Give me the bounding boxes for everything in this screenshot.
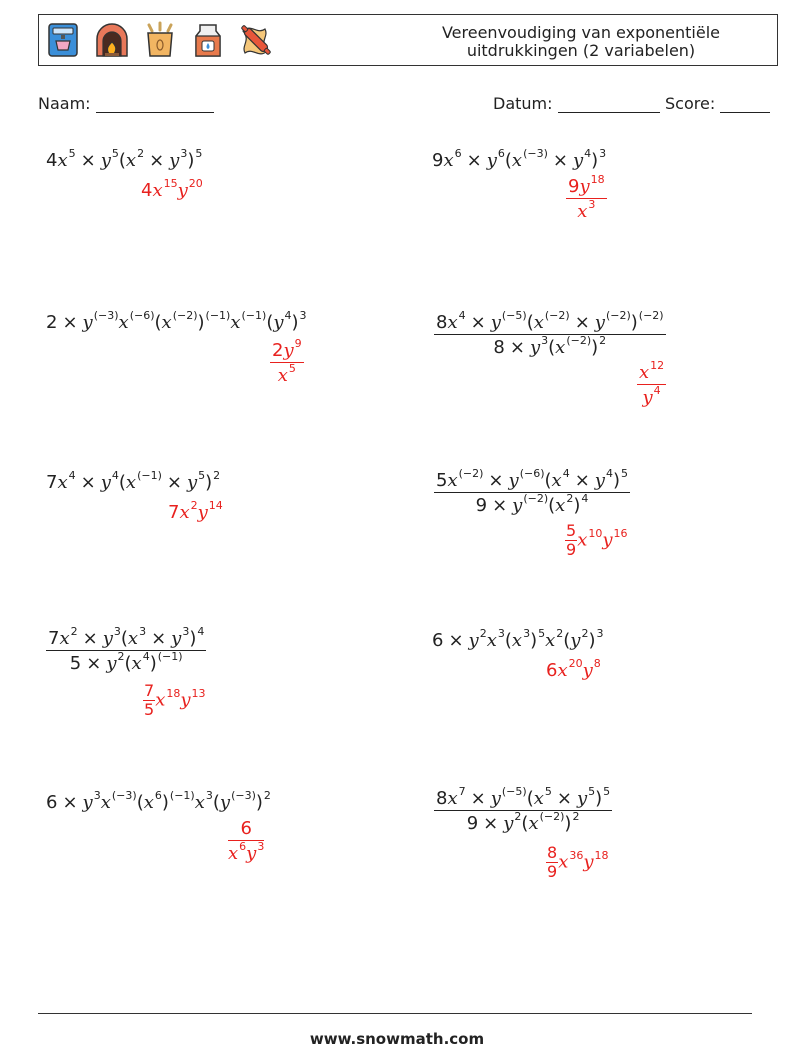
worksheet-header (38, 14, 778, 66)
answer-10: $\frac{8}{9}$ $x^{36}y^{18}$ (547, 843, 609, 881)
problem-1-expression: $4x^5 \times y^5(x^2 \times y^3)^5$ (46, 147, 203, 171)
problem-8-expression: $6 \times y^2x^3(x^3)^5x^2(y^2)^3$ (432, 627, 604, 651)
score-label: Score: (665, 94, 716, 113)
answer-8: $6x^{20}y^8$ (546, 657, 601, 681)
problem-4 (434, 309, 666, 358)
footer-divider (38, 1013, 752, 1014)
answer-1: $4x^{15}y^{20}$ (141, 177, 203, 201)
problem-2 (432, 147, 607, 171)
footer-url[interactable]: www.snowmath.com (309, 1030, 485, 1048)
rolling-pin-icon (237, 21, 275, 59)
problem-6 (434, 467, 630, 516)
name-blank[interactable] (96, 95, 214, 113)
problem-3-expression: $2 \times y^{(-3)}x^{(-6)}(x^{(-2)})^{(-1)}x^{(-1)}(y^4)^3$ (46, 309, 307, 333)
name-field (38, 94, 214, 113)
bread-bag-icon (141, 21, 179, 59)
answer-3: $\frac{2y^9}{x^5}$ (272, 337, 302, 386)
problem-5-expression: $7x^4 \times y^4(x^{(-1)} \times y^5)^2$ (46, 469, 221, 493)
milk-carton-icon (189, 21, 227, 59)
problem-6-expression: $\frac{5x^{(-2)} \times y^{(-6)}(x^4 \times y^4)^5}{9 \times y^{(-2)}(x^2)^4}$ (436, 467, 628, 516)
problem-9-expression: $6 \times y^3x^{(-3)}(x^6)^{(-1)}x^3(y^{(-3)})^2$ (46, 789, 271, 813)
worksheet-title: Vereenvoudiging van exponentiële uitdrukkingen (2 variabelen) (441, 23, 721, 60)
answer-5: $7x^2y^{14}$ (168, 499, 223, 523)
problem-8 (432, 627, 604, 651)
problem-3 (46, 309, 307, 333)
answer-7: $\frac{7}{5}$ $x^{18}y^{13}$ (144, 681, 206, 719)
answer-2: $\frac{9y^{18}}{x^3}$ (568, 173, 605, 222)
problem-5 (46, 469, 221, 493)
score-blank[interactable] (720, 95, 770, 113)
score-field (665, 94, 770, 113)
fireplace-icon (93, 21, 131, 59)
problem-7-expression: $\frac{7x^2 \times y^3(x^3 \times y^3)^4}{5 \times y^2(x^4)^{(-1)}}$ (48, 625, 205, 674)
name-label: Naam: (38, 94, 91, 113)
answer-4: $\frac{x^{12}}{y^4}$ (639, 359, 665, 408)
answer-9: $\frac{6}{x^6y^3}$ (228, 818, 265, 864)
date-field (493, 94, 660, 113)
problem-9 (46, 789, 271, 813)
problem-4-expression: $\frac{8x^4 \times y^{(-5)}(x^{(-2)} \times y^{(-2)})^{(-2)}}{8 \times y^3(x^{(-2)})^2}$ (436, 309, 664, 358)
problem-10-expression: $\frac{8x^7 \times y^{(-5)}(x^5 \times y^5)^5}{9 \times y^2(x^{(-2)})^2}$ (436, 785, 611, 834)
header-icons (45, 21, 275, 61)
problem-1 (46, 147, 203, 171)
problem-7 (46, 625, 206, 674)
coffee-machine-icon (45, 21, 83, 59)
date-blank[interactable] (558, 95, 660, 113)
problem-10 (434, 785, 612, 834)
date-label: Datum: (493, 94, 553, 113)
problem-2-expression: $9x^6 \times y^6(x^{(-3)} \times y^4)^3$ (432, 147, 607, 171)
answer-6: $\frac{5}{9}$ $x^{10}y^{16}$ (566, 521, 628, 559)
